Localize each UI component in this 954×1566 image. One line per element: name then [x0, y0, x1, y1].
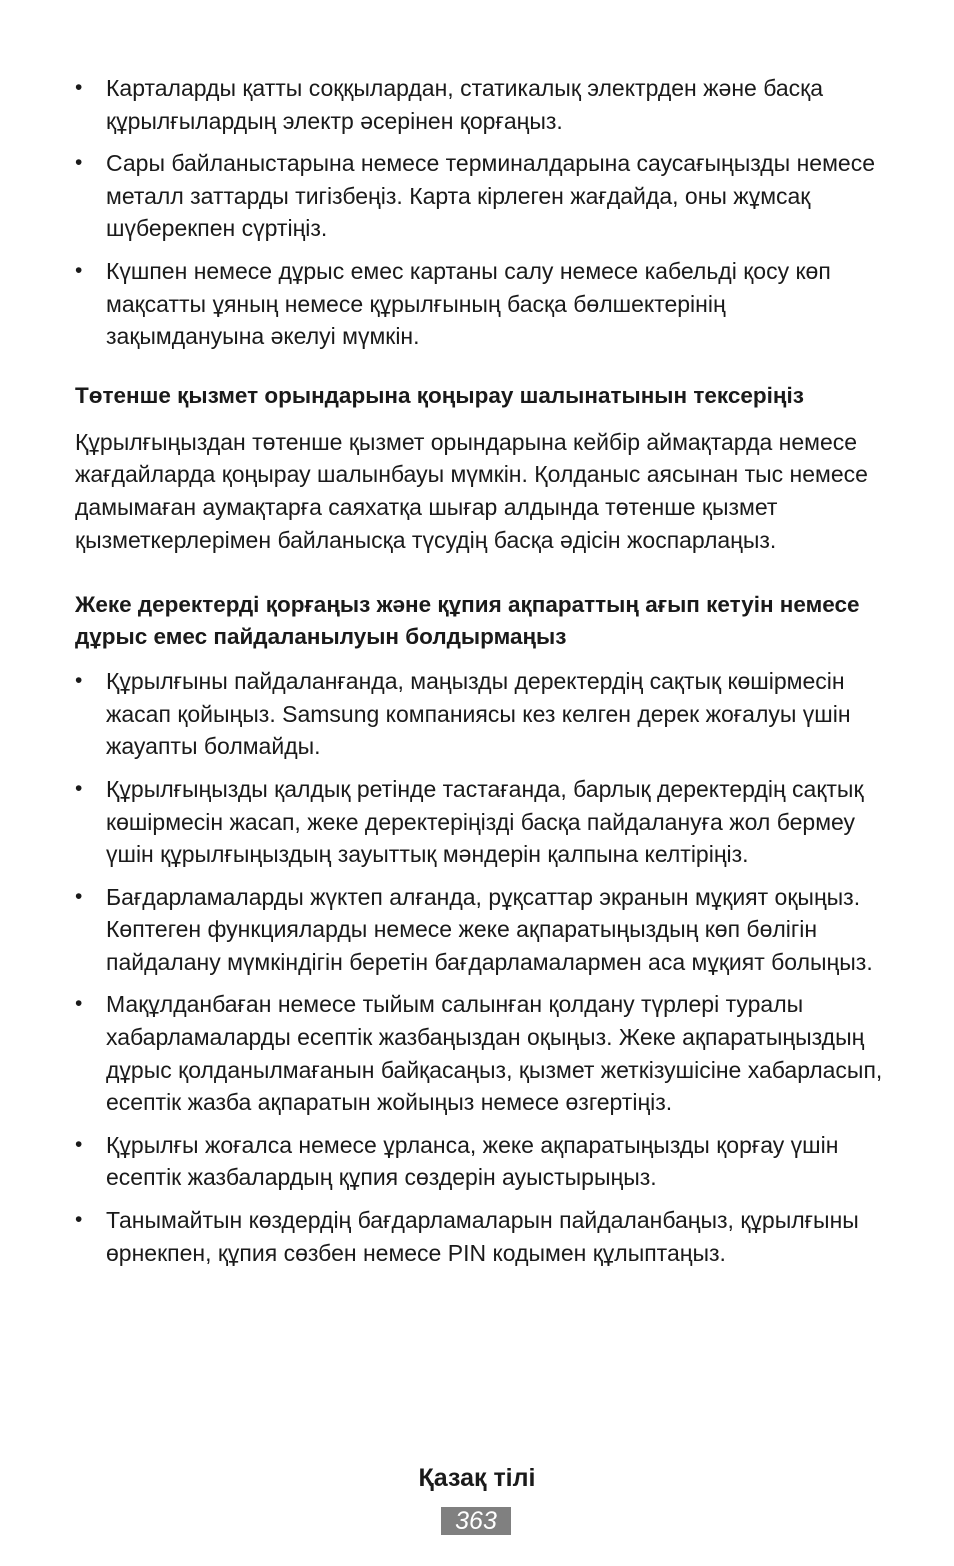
footer-language-label: Қазақ тілі: [418, 1464, 536, 1492]
list-item: • Күшпен немесе дұрыс емес картаны салу немесе кабельді қосу көп мақсатты ұяның немесе құрылғының басқа бөлшектерінің зақымдануына әкелуі мүмкін.: [75, 255, 887, 353]
list-item: • Мақұлданбаған немесе тыйым салынған қолдану түрлері туралы хабарламаларды есептік жазбаңыздан оқыңыз. Жеке ақпаратыңыздың дұрыс қолданылмағанын байқасаңыз, қызмет жеткізушісіне хабарласып, есептік жазба ақпаратын жойыңыз немесе өзгертіңіз.: [75, 988, 887, 1118]
list-item: • Танымайтын көздердің бағдарламаларын пайдаланбаңыз, құрылғыны өрнекпен, құпия сөзбен немесе PIN кодымен құлыптаңыз.: [75, 1204, 887, 1269]
list-item: • Бағдарламаларды жүктеп алғанда, рұқсаттар экранын мұқият оқыңыз. Көптеген функцияларды немесе жеке ақпаратыңыздың көп бөлігін пайдалану мүмкіндігін беретін бағдарламалармен аса мұқият болыңыз.: [75, 881, 887, 979]
document-page: [75, 70, 887, 1279]
list-item: • Құрылғы жоғалса немесе ұрланса, жеке ақпаратыңызды қорғау үшін есептік жазбалардың құпия сөздерін ауыстырыңыз.: [75, 1129, 887, 1194]
list-item: • Карталарды қатты соққылардан, статикалық электрден және басқа құрылғылардың электр әсерінен қорғаңыз.: [75, 72, 887, 137]
page-number-badge: 363: [441, 1507, 511, 1535]
list-item: • Сары байланыстарына немесе терминалдарына саусағыңызды немесе металл заттарды тигізбеңіз. Карта кірлеген жағдайда, оны жұмсақ шүберекпен сүртіңіз.: [75, 147, 887, 245]
privacy-bullet-list: [75, 665, 887, 1269]
list-item: • Құрылғыңызды қалдық ретінде тастағанда, барлық деректердің сақтық көшірмесін жасап, жеке деректеріңізді басқа пайдалануға жол бермеу үшін құрылғыңыздың зауыттық мәндерін қалпына келтіріңіз.: [75, 773, 887, 871]
emergency-heading: Төтенше қызмет орындарына қоңырау шалынатынын тексеріңіз: [75, 382, 804, 408]
privacy-heading: Жеке деректерді қорғаңыз және құпия ақпараттың ағып кетуін немесе дұрыс емес пайдаланылуын болдырмаңыз: [75, 592, 860, 650]
list-item: • Құрылғыны пайдаланғанда, маңызды деректердің сақтық көшірмесін жасап қойыңыз. Samsung компаниясы кез келген дерек жоғалуы үшін жауапты болмайды.: [75, 665, 887, 763]
emergency-paragraph: Құрылғыңыздан төтенше қызмет орындарына кейбір аймақтарда немесе жағдайларда қоңырау шалынбауы мүмкін. Қолданыс аясынан тыс немесе дамымаған аумақтарға саяхатқа шығар алдында төтенше қызмет қызметкерлерімен байланысқа түсудің басқа әдісін жоспарлаңыз.: [75, 428, 868, 553]
intro-bullet-list: [75, 72, 887, 353]
